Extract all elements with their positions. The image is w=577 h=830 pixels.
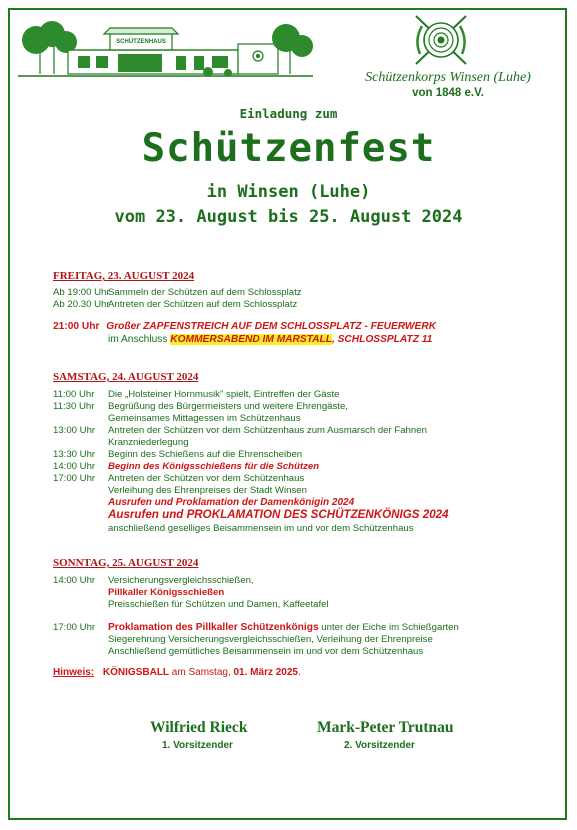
invite-line: Einladung zum xyxy=(239,106,338,121)
schuetzenhaus-illustration xyxy=(18,14,313,82)
row-text: Versicherungsvergleichsschießen, xyxy=(108,575,254,586)
row-text: anschließend geselliges Beisammensein im und vor dem Schützenhaus xyxy=(108,523,414,534)
row-time: Ab 19:00 Uhr xyxy=(53,287,110,298)
subtitle-dates: vom 23. August bis 25. August 2024 xyxy=(114,207,463,227)
row-text: Proklamation des Pillkaller Schützenkönigs xyxy=(108,622,319,633)
row-suffix: unter der Eiche im Schießgarten xyxy=(318,622,459,633)
row-prefix: im Anschluss xyxy=(108,334,168,345)
row-text: Ausrufen und Proklamation der Damenkönigin 2024 xyxy=(108,497,355,508)
signature-role-1: 1. Vorsitzender xyxy=(162,740,233,751)
row-text: Ausrufen und PROKLAMATION DES SCHÜTZENKÖNIGS 2024 xyxy=(108,508,449,521)
club-name: Schützenkorps Winsen (Luhe) xyxy=(365,70,531,85)
kommersabend-highlight: KOMMERSABEND IM MARSTALL xyxy=(170,334,332,345)
row-text: Beginn des Königsschießens für die Schützen xyxy=(108,461,320,472)
hint-label: Hinweis xyxy=(53,667,91,678)
row-time: 17:00 Uhr xyxy=(53,473,96,484)
row-text: Kranzniederlegung xyxy=(108,437,189,448)
row-suffix: , SCHLOSSPLATZ 11 xyxy=(331,334,433,345)
row-text: Antreten der Schützen vor dem Schützenhaus zum Ausmarsch der Fahnen xyxy=(108,425,427,436)
row-text: Antreten der Schützen auf dem Schlossplatz xyxy=(108,299,298,310)
row-text: Großer ZAPFENSTREICH AUF DEM SCHLOSSPLATZ - FEUERWERK xyxy=(106,321,437,332)
building-sign: SCHÜTZENHAUS xyxy=(116,39,166,45)
row-text: Antreten der Schützen vor dem Schützenhaus xyxy=(108,473,305,484)
row-time: 14:00 Uhr xyxy=(53,461,96,472)
row-time: 14:00 Uhr xyxy=(53,575,96,586)
hint-event: KÖNIGSBALL xyxy=(102,667,170,678)
friday-heading: FREITAG, 23. AUGUST 2024 xyxy=(53,270,195,282)
hint-end: . xyxy=(298,667,301,678)
row-text: Preisschießen für Schützen und Damen, Kaffeetafel xyxy=(108,599,329,610)
club-founding: von 1848 e.V. xyxy=(412,87,484,99)
row-text-wrap xyxy=(108,622,459,633)
row-time: 17:00 Uhr xyxy=(53,622,96,633)
row-text: Gemeinsames Mittagessen im Schützenhaus xyxy=(108,413,301,424)
signature-name-2: Mark-Peter Trutnau xyxy=(317,719,454,736)
row-text: Begrüßung des Bürgermeisters und weitere Ehrengäste, xyxy=(108,401,348,412)
saturday-heading: SAMSTAG, 24. AUGUST 2024 xyxy=(53,371,199,383)
row-text: Beginn des Schießens auf die Ehrenscheiben xyxy=(108,449,303,460)
club-crest-icon xyxy=(410,10,472,70)
hint-date: 01. März 2025 xyxy=(233,667,298,678)
hint-mid: am Samstag, xyxy=(169,667,234,678)
row-time: 13:30 Uhr xyxy=(53,449,96,460)
sunday-heading: SONNTAG, 25. AUGUST 2024 xyxy=(53,557,199,569)
row-time: Ab 20.30 Uhr xyxy=(53,299,110,310)
kommersabend-row xyxy=(108,334,432,345)
signature-role-2: 2. Vorsitzender xyxy=(344,740,415,751)
row-text: Verleihung des Ehrenpreises der Stadt Winsen xyxy=(108,485,307,496)
row-text: Pillkaller Königsschießen xyxy=(108,587,225,598)
hint-row xyxy=(53,667,301,678)
subtitle-place: in Winsen (Luhe) xyxy=(206,182,371,202)
hint-colon: : xyxy=(90,667,95,678)
row-text: Sammeln der Schützen auf dem Schlossplatz xyxy=(108,287,302,298)
row-text: Anschließend gemütliches Beisammensein im und vor dem Schützenhaus xyxy=(108,646,424,657)
row-text: Die „Holsteiner Hornmusik" spielt, Eintreffen der Gäste xyxy=(108,389,340,400)
page-title: Schützenfest xyxy=(141,126,436,171)
row-time: 11:00 Uhr xyxy=(53,389,95,400)
row-time: 13:00 Uhr xyxy=(53,425,96,436)
zapfenstreich-row xyxy=(53,321,436,332)
row-time: 21:00 Uhr xyxy=(53,321,100,332)
row-time: 11:30 Uhr xyxy=(53,401,95,412)
signature-name-1: Wilfried Rieck xyxy=(150,719,248,736)
row-text: Siegerehrung Versicherungsvergleichsschießen, Verleihung der Ehrenpreise xyxy=(108,634,433,645)
